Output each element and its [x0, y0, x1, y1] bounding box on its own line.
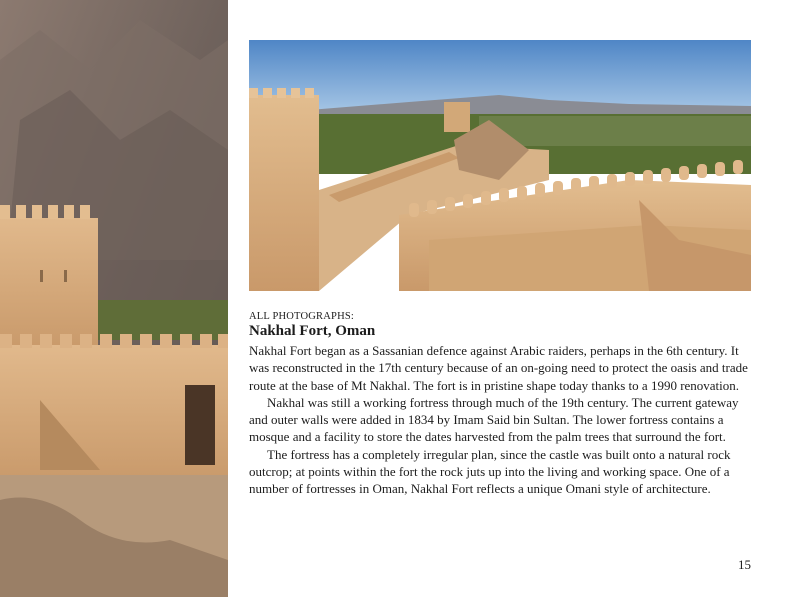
fort-photo-left: [0, 0, 228, 597]
caption-label: ALL PHOTOGRAPHS:: [249, 311, 355, 322]
paragraph: Nakhal was still a working fortress through much of the 19th century. The current gateway and outer walls were added in 1834 by Imam Said bin Sultan. The lower fortress contains a mosque and a facility to store the dates harvested from the palm trees that surround the fort.: [249, 394, 739, 445]
fort-ramparts-image: [249, 40, 751, 291]
fort-mountain-image: [0, 0, 228, 597]
caption-title: Nakhal Fort, Oman: [249, 323, 376, 339]
paragraph: Nakhal Fort began as a Sassanian defence against Arabic raiders, perhaps in the 6th century. It was reconstructed in the 17th century because of an on-going need to protect the oasis and trade route at the base of Mt Nakhal. The fort is in pristine shape today thanks to a 1990 renovation.: [249, 343, 748, 393]
page-number: 15: [738, 557, 751, 572]
fort-photo-top: [249, 40, 751, 291]
paragraph: The fortress has a completely irregular plan, since the castle was built onto a natural rock outcrop; at points within the fort the rock juts up into the living and working space. One of a number of fortresses in Oman, Nakhal Fort reflects a unique Omani style of architecture.: [249, 446, 731, 497]
article-body: [249, 342, 757, 498]
